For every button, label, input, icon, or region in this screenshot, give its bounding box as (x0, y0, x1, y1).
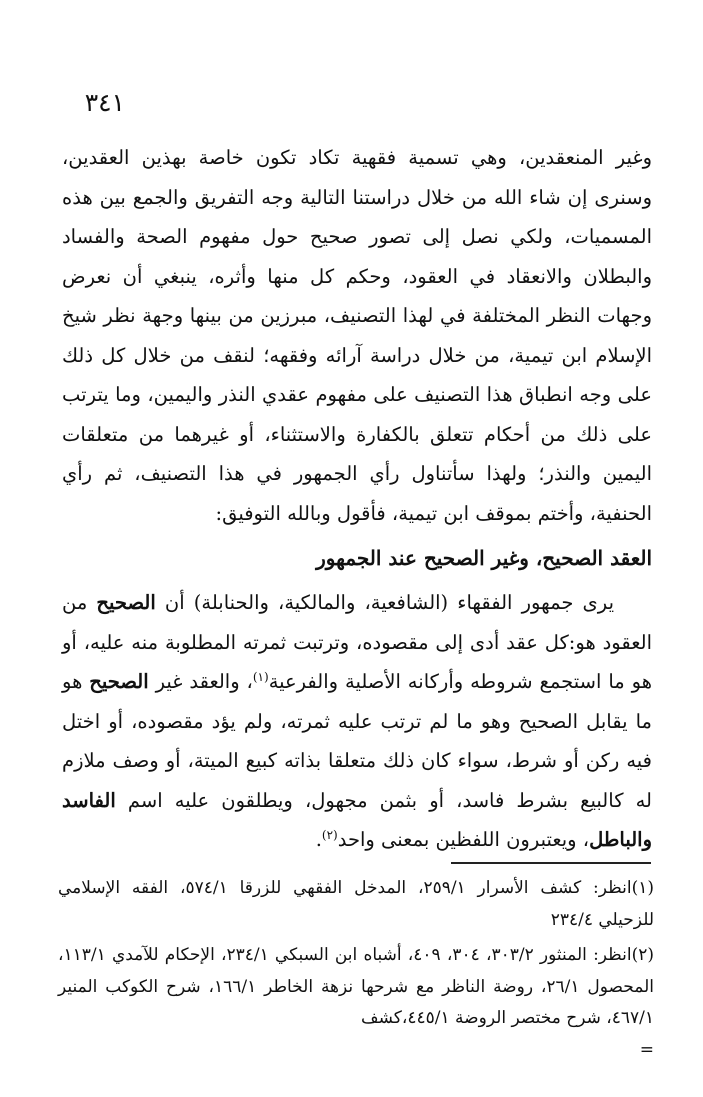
intro-paragraph: وغير المنعقدين، وهي تسمية فقهية تكاد تكون خاصة بهذين العقدين، وسنرى إن شاء الله من خلال دراستنا التالية وجه التفريق والجمع بين هذه المسميات، ولكي نصل إلى تصور صحيح حول مفهوم الصحة والفساد والبطلان والانعقاد في العقود، وحكم كل منها وأثره، ينبغي أن نعرض وجهات النظر المختلفة في لهذا التصنيف، مبرزين من بينها وجهة نظر شيخ الإسلام ابن تيمية، من خلال دراسة آرائه وفقهه؛ لنقف من خلال كل ذلك على وجه انطباق هذا التصنيف على مفهوم عقدي النذر واليمين، وما يترتب على ذلك من أحكام تتعلق بالكفارة والاستثناء، أو غيرهما من متعلقات اليمين والنذر؛ ولهذا سأتناول رأي الجمهور في هذا التصنيف، ثم رأي الحنفية، وأختم بموقف ابن تيمية، فأقول وبالله التوفيق: (62, 146, 652, 525)
bold-term: الصحيح (96, 591, 156, 614)
footnote-number: (١) (631, 878, 654, 898)
majority-view-paragraph (62, 583, 652, 860)
footnote-divider (451, 862, 651, 864)
footnotes (58, 873, 654, 1066)
footnote-1 (58, 873, 654, 936)
bold-term: الصحيح (89, 670, 149, 693)
footnote-ref-1: (١) (252, 670, 269, 684)
footnote-ref-2: (٢) (321, 828, 338, 842)
footnote-2 (58, 940, 654, 1035)
section-heading: العقد الصحيح، وغير الصحيح عند الجمهور (316, 546, 652, 570)
text-segment: يرى جمهور الفقهاء (الشافعية، والمالكية، والحنابلة) أن (155, 591, 614, 614)
bold-term: الفاسد والباطل (62, 788, 652, 851)
footnote-text: انظر: كشف الأسرار ٢٥٩/١، المدخل الفقهي للزرقا ٥٧٤/١، الفقه الإسلامي للزحيلي ٢٣٤/٤ (58, 878, 654, 930)
text-segment: ، ويعتبرون اللفظين بمعنى واحد (337, 828, 590, 851)
text-segment: هو ما يقابل الصحيح وهو ما لم ترتب عليه ثمرته، ولم يؤد مقصوده، أو اختل فيه ركن أو شرط، سواء كان ذلك متعلقا بذاته كبيع الميتة، أو وصف ملازم له كالبيع بشرط فاسد، أو بثمن مجهول، ويطلقون عليه اسم (62, 670, 652, 812)
continuation-mark: = (639, 1039, 654, 1060)
page-number: ٣٤١ (84, 88, 125, 117)
text-segment: . (315, 828, 322, 851)
text-segment: ، والعقد غير (148, 670, 253, 693)
footnote-text: انظر: المنثور ٣٠٣/٢، ٣٠٤، ٤٠٩، أشباه ابن السبكي ٢٣٤/١، الإحكام للآمدي ١١٣/١، المحصول ٢٦/١، روضة الناظر مع شرحها نزهة الخاطر ١٦٦/١، شرح الكوكب المنير ٤٦٧/١، شرح مختصر الروضة ٤٤٥/١،كشف (58, 945, 654, 1028)
text-segment: من العقود هو:كل عقد أدى إلى مقصوده، وترتبت ثمرته المطلوبة منه عليه، أو هو ما استجمع شروطه وأركانه الأصلية والفرعية (62, 591, 653, 693)
main-text (62, 138, 652, 860)
footnote-number: (٢) (631, 945, 654, 965)
